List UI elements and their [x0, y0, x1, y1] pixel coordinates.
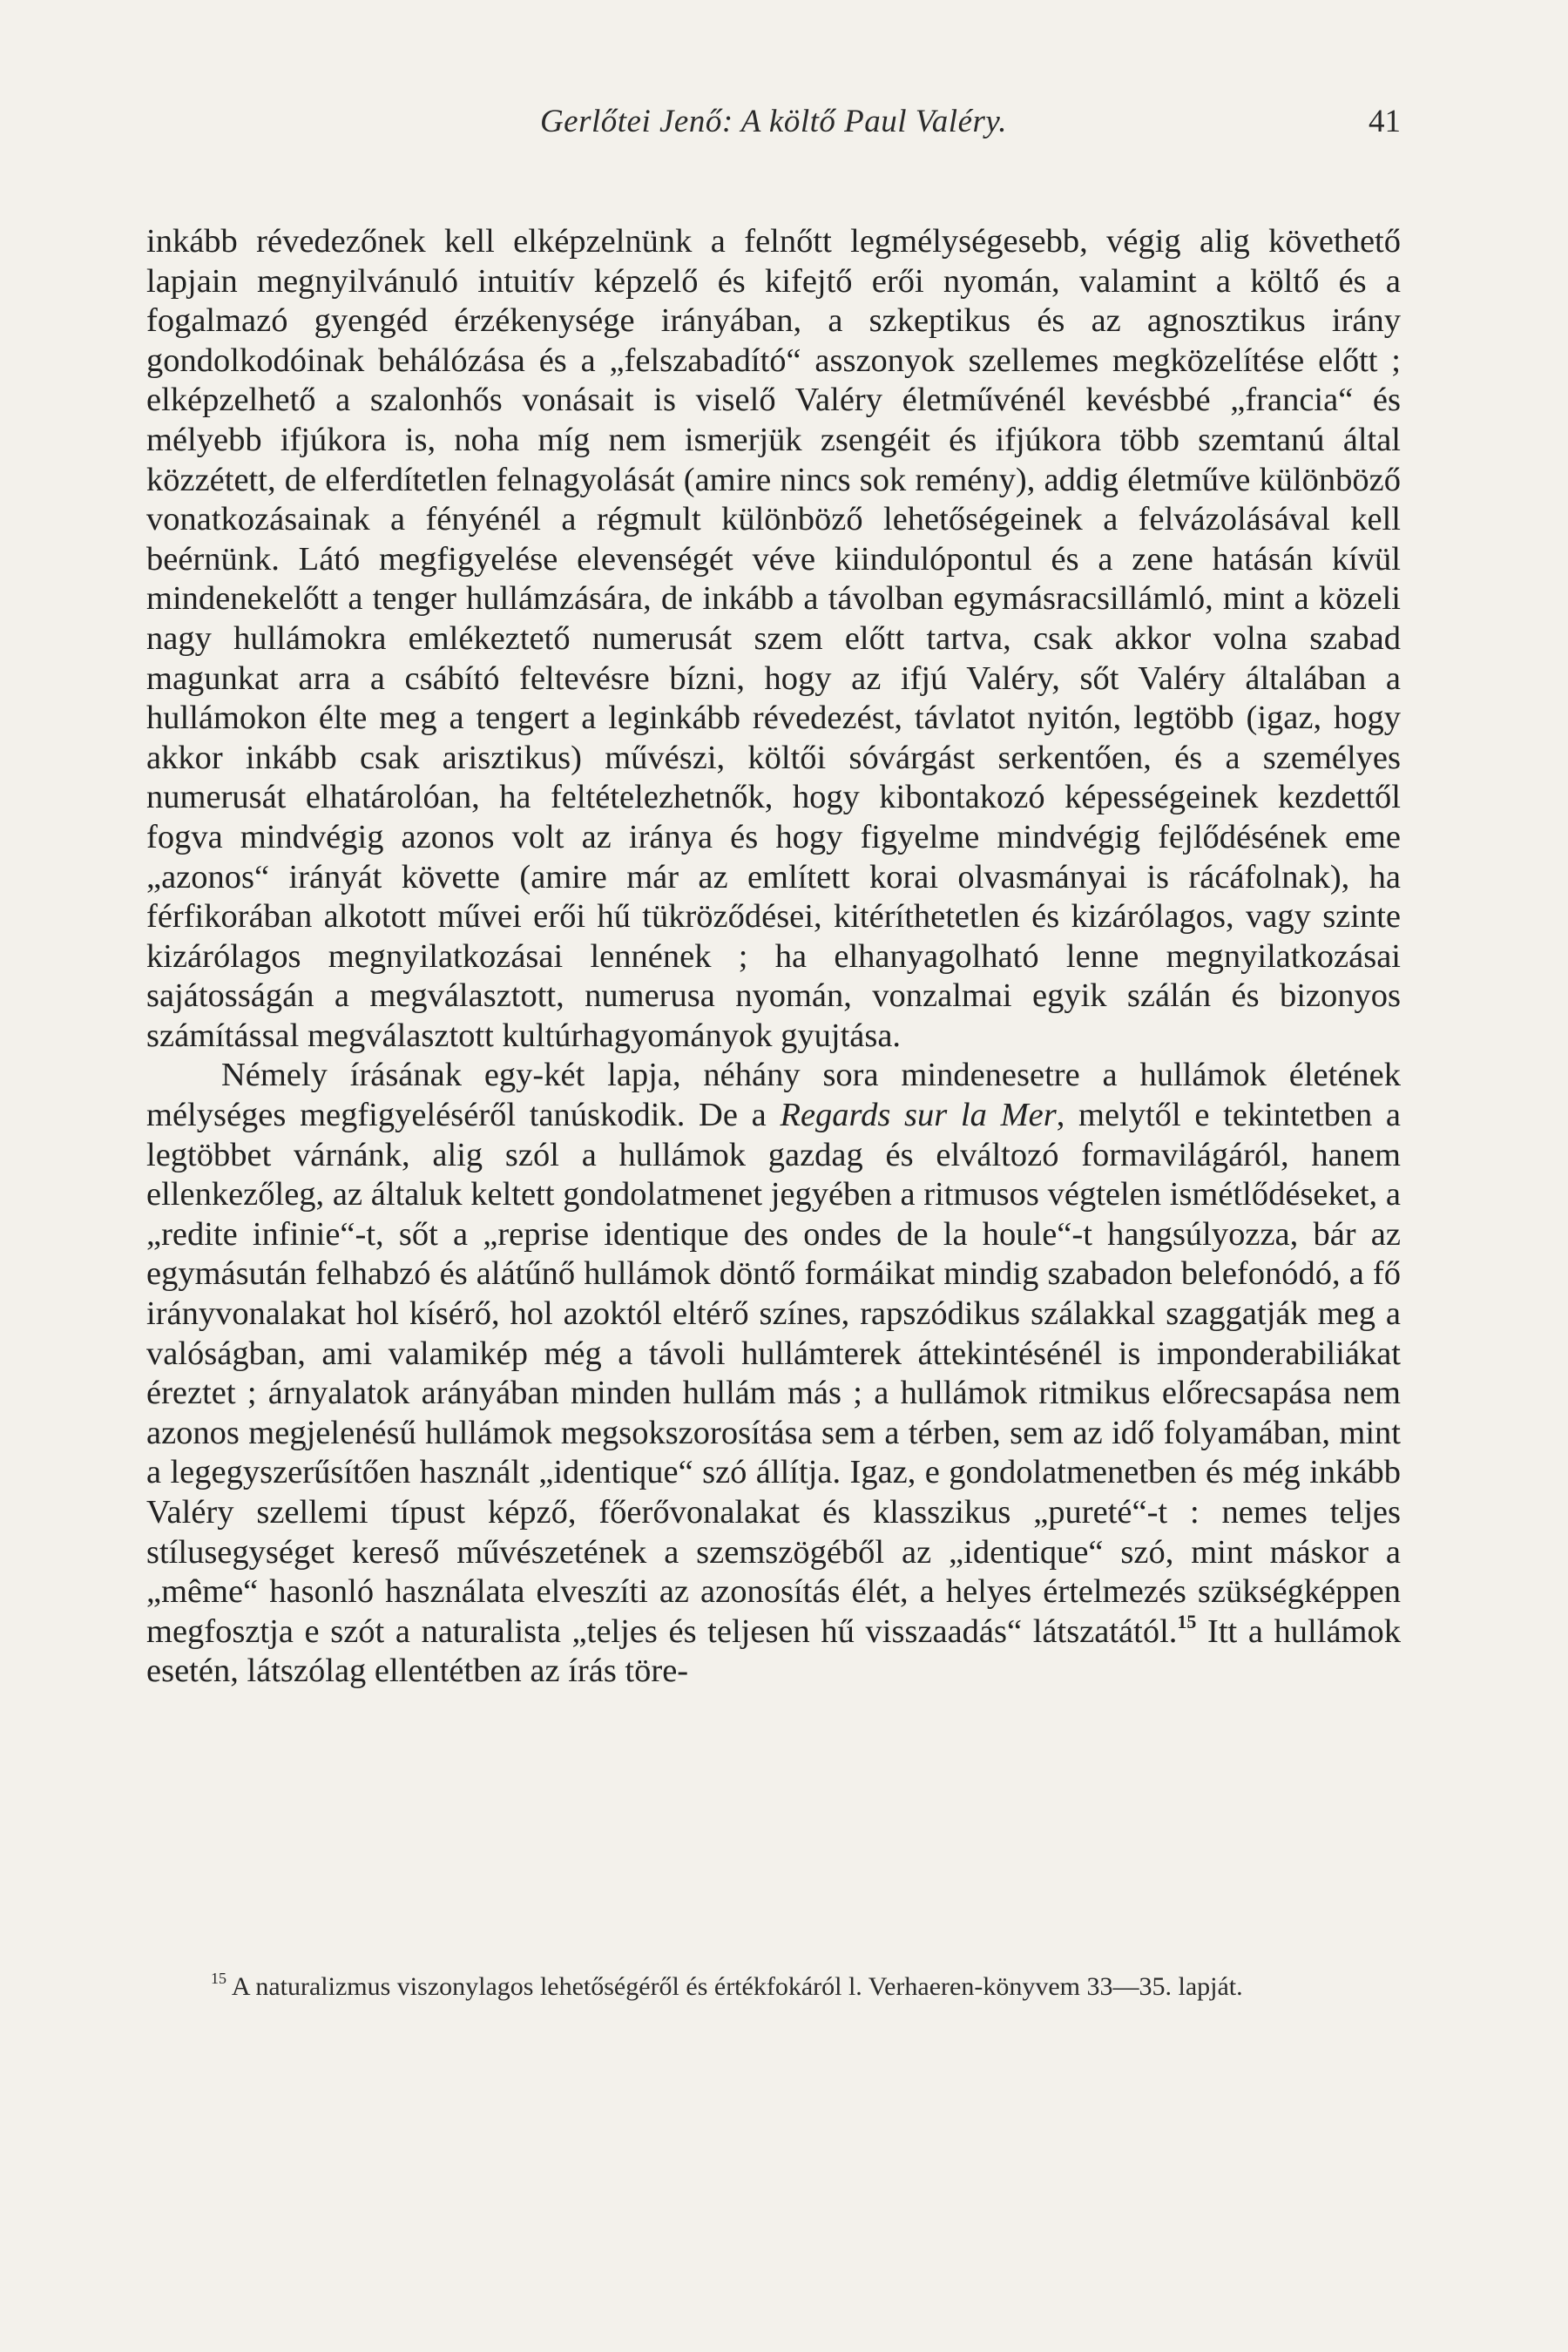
- book-title-italic: Regards sur la Mer: [780, 1097, 1057, 1134]
- paragraph-2: [146, 1056, 1401, 1692]
- page-number: 41: [1369, 104, 1401, 139]
- footnote-15: [146, 1970, 1401, 2003]
- paragraph-2-start: Némely írásának egy-két lapja, néhány sora mindenesetre a hullámok életének mélységes megfigyeléséről tanúskodik. De a: [146, 1057, 1401, 1134]
- main-text: [146, 222, 1401, 1692]
- footnote-text: A naturalizmus viszonylagos lehetőségéről és értékfokáról l. Verhaeren-könyvem 33—35. lapját.: [226, 1972, 1243, 2001]
- paragraph-1: inkább révedezőnek kell elképzelnünk a felnőtt legmélységesebb, végig alig követhető lapjain megnyilvánuló intuitív képzelő és kifejtő erői nyomán, valamint a költő és a fogalmazó gyengéd érzékenysége irányában, a szkeptikus és az agnosztikus irány gondolkodóinak behálózása és a „felszabadító“ asszonyok szellemes megközelítése előtt ; elképzelhető a szalonhős vonásait is viselő Valéry életművénél kevésbbé „francia“ és mélyebb ifjúkora is, noha míg nem ismerjük zsengéit és ifjúkora több szemtanú által közzétett, de elferdítetlen felnagyolását (amire nincs sok remény), addig életműve különböző vonatkozásainak a fényénél a régmult különböző lehetőségeinek a felvázolásával kell beérnünk. Látó megfigyelése elevenségét véve kiindulópontul és a zene hatásán kívül mindenekelőtt a tenger hullámzására, de inkább a távolban egymásracsillámló, mint a közeli nagy hullámokra emlékeztető numerusát szem előtt tartva, csak akkor volna szabad magunkat arra a csábító feltevésre bízni, hogy az ifjú Valéry, sőt Valéry általában a hullámokon élte meg a tengert a leginkább révedezést, távlatot nyitón, legtöbb (igaz, hogy akkor inkább csak arisztikus) művészi, költői sóvárgást serkentően, és a személyes numerusát elhatárolóan, ha feltételezhetnők, hogy kibontakozó képességeinek kezdettől fogva mindvégig azonos volt az iránya és hogy figyelme mindvégig fejlődésének eme „azonos“ irányát követte (amire már az említett korai olvasmányai is rácáfolnak), ha férfikorában alkotott művei erői hű tükröződései, kitéríthetetlen és kizárólagos, vagy szinte kizárólagos megnyilatkozásai lennének ; ha elhanyagolható lenne megnyilatkozásai sajátosságán a megválasztott, numerusa nyomán, vonzalmai egyik szálán és bizonyos számítással megválasztott kultúrhagyományok gyujtása.: [146, 223, 1401, 1054]
- running-title: Gerlőtei Jenő: A költő Paul Valéry.: [539, 104, 1008, 139]
- footnote-reference[interactable]: 15: [1177, 1610, 1197, 1632]
- footnote: [146, 1970, 1401, 2003]
- footnote-marker: 15: [211, 1970, 226, 1987]
- running-header: [146, 103, 1401, 155]
- paragraph-2-end: Itt a hullámok esetén, látszólag ellentétben az írás töre-: [146, 1612, 1401, 1690]
- paragraph-2-rest: , melytől e tekintetben a legtöbbet várnánk, alig szól a hullámok gazdag és elváltozó formavilágáról, hanem ellenkezőleg, az általuk keltett gondolatmenet jegyében a ritmusos végtelen ismétlődéseket, a „redite infinie“-t, sőt a „reprise identique des ondes de la houle“-t hangsúlyozza, bár az egymásután felhabzó és alátűnő hullámok döntő formáikat mindig szabadon belefonódó, a fő irányvonalakat hol kísérő, hol azoktól eltérő színes, rapszódikus szálakkal szaggatják meg a valóságban, ami valamikép még a távoli hullámterek áttekintésénél is imponderabiliákat éreztet ; árnyalatok arányában minden hullám más ; a hullámok ritmikus előrecsapása nem azonos megjelenésű hullámok megsokszorosítása sem a térben, sem az idő folyamában, mint a legegyszerűsítően használt „identique“ szó állítja. Igaz, e gondolatmenetben és még inkább Valéry szellemi típust képző, főerővonalakat és klasszikus „pureté“-t : nemes teljes stílusegységet kereső művészetének a szemszögéből az „identique“ szó, mint máskor a „même“ hasonló használata elveszíti az azonosítás élét, a helyes értelmezés szükségképpen megfosztja e szót a naturalista „teljes és teljesen hű visszaadás“ látszatától.: [146, 1097, 1401, 1650]
